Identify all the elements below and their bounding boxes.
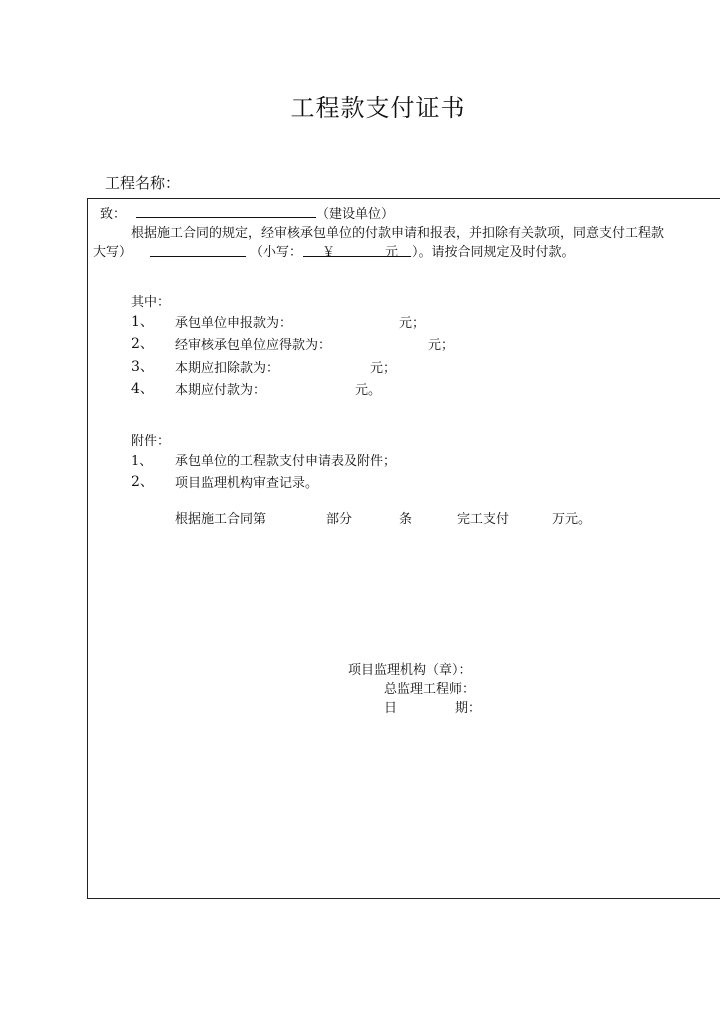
currency-symbol: ￥ — [322, 245, 336, 260]
including-item-num: 1、 — [131, 314, 154, 330]
attachment-item-num: 1、 — [131, 454, 153, 469]
contract-line-part-1: 根据施工合同第 — [175, 512, 267, 527]
including-item-label: 经审核承包单位应得款为： — [175, 338, 332, 353]
contract-line-part-5: 万元。 — [552, 512, 592, 527]
document-title: 工程款支付证书 — [290, 94, 466, 122]
including-item-unit: 元； — [370, 361, 397, 376]
including-item-unit: 元； — [428, 338, 455, 353]
chief-engineer-label: 总监理工程师： — [384, 682, 476, 697]
to-label: 致： — [100, 207, 127, 222]
date-label-first: 日 — [384, 701, 398, 716]
contract-line-part-3: 条 — [399, 512, 413, 527]
project-name-label: 工程名称： — [105, 174, 181, 192]
attachment-item-num: 2、 — [131, 474, 154, 490]
attachment-item-label: 承包单位的工程款支付申请表及附件； — [175, 454, 397, 469]
including-item-num: 2、 — [131, 336, 154, 352]
yuan-unit: 元 — [385, 245, 399, 260]
including-item-num: 4、 — [131, 381, 154, 397]
contract-line-part-2: 部分 — [326, 512, 353, 527]
contract-line-part-4: 完工支付 — [457, 512, 510, 527]
including-item-label: 本期应扣除款为： — [175, 361, 280, 376]
builder-label: （建设单位） — [316, 207, 395, 222]
including-item-num: 3、 — [131, 359, 154, 375]
date-label-second: 期： — [455, 701, 482, 716]
certificate-frame — [87, 198, 720, 899]
including-heading: 其中： — [131, 295, 171, 310]
including-item-label: 承包单位申报款为： — [175, 316, 293, 331]
including-item-label: 本期应付款为： — [175, 383, 267, 398]
small-write-label: （小写： — [250, 245, 303, 260]
intro-line-1: 根据施工合同的规定，经审核承包单位的付款申请和报表，并扣除有关款项，同意支付工程款 — [131, 226, 665, 241]
including-item-unit: 元。 — [355, 383, 382, 398]
attachments-heading: 附件： — [131, 434, 171, 449]
intro-line-2-end: ）。请按合同规定及时付款。 — [412, 245, 575, 260]
including-item-unit: 元； — [399, 316, 426, 331]
big-write-label: 大写） — [93, 245, 133, 260]
attachment-item-label: 项目监理机构审查记录。 — [175, 476, 319, 491]
amount-words-blank[interactable] — [150, 256, 246, 257]
supervision-org-label: 项目监理机构（章）： — [348, 663, 472, 678]
builder-name-blank[interactable] — [136, 217, 316, 218]
